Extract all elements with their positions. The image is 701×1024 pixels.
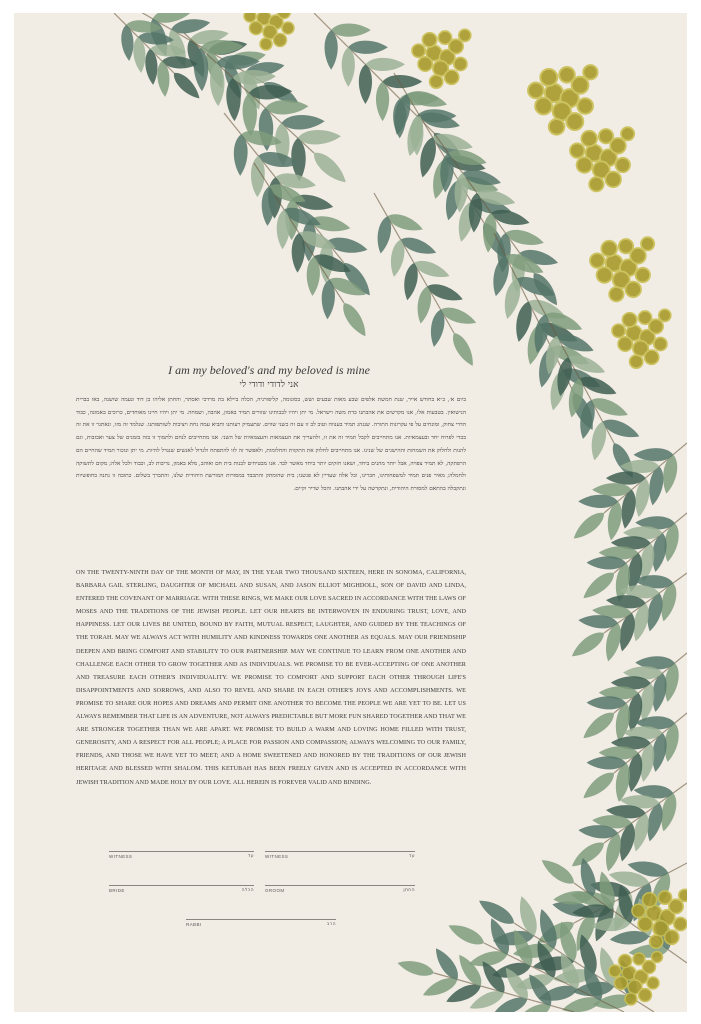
- signature-line: [265, 851, 415, 852]
- olive-leaf-branch-icon: [309, 148, 351, 188]
- title-hebrew: אני לדודי ודודי לי: [239, 380, 299, 390]
- signature-label-he: החתן: [403, 888, 415, 893]
- olive-leaf-branch-icon: [405, 88, 449, 111]
- olive-leaf-branch-icon: [365, 58, 405, 71]
- signature-label-en: BRIDE: [109, 888, 125, 893]
- olive-leaf-branch-icon: [325, 30, 338, 70]
- olive-leaf-branch-icon: [376, 82, 389, 122]
- berry-cluster-icon: [570, 127, 634, 191]
- signature-label-en: WITNESS: [265, 854, 289, 859]
- olive-leaf-branch-icon: [431, 945, 463, 983]
- olive-leaf-branch-icon: [579, 708, 618, 743]
- signature-line: [265, 885, 415, 886]
- olive-leaf-branch-icon: [338, 299, 371, 339]
- title-english: I am my beloved's and my beloved is mine: [168, 363, 370, 377]
- olive-leaf-branch-icon: [331, 24, 371, 37]
- olive-leaf-branch-icon: [569, 508, 608, 544]
- signature-line: [109, 885, 254, 886]
- olive-leaf-branch-icon: [538, 855, 578, 889]
- signature-label-en: GROOM: [265, 888, 285, 893]
- olive-leaf-branch-icon: [281, 114, 325, 130]
- olive-leaf-branch-icon: [297, 129, 341, 145]
- olive-leaf-branch-icon: [396, 957, 436, 979]
- signature-witness-right[interactable]: [265, 851, 415, 867]
- berry-cluster-icon: [244, 13, 298, 50]
- ketubah-page: [14, 13, 687, 1012]
- olive-leaf-branch-icon: [449, 330, 479, 369]
- signature-line: [186, 919, 336, 920]
- olive-leaf-branch-icon: [579, 768, 618, 803]
- signature-label-he: הרב: [326, 922, 336, 927]
- olive-leaf-branch-icon: [359, 64, 372, 104]
- berry-cluster-icon: [412, 29, 471, 88]
- olive-leaf-branch-icon: [568, 628, 608, 662]
- olive-leaf-branch-icon: [446, 920, 487, 949]
- english-text: ON THE TWENTY-NINTH DAY OF THE MONTH OF MAY, IN THE YEAR TWO THOUSAND SIXTEEN, HERE IN SONOMA, CALIFORNIA, BARBARA GAIL STERLING, DAUGHTER OF MICHAEL AND SUSAN, AND JASON ELLIOT MIGHDOLL, SON OF DAVID AND LINDA, ENTERED THE COVENANT OF MARRIAGE. WITH THESE RINGS, WE MAKE OUR LOVE SACRED IN ACCORDANCE WITH THE LAWS OF MOSES AND THE TRADITIONS OF THE JEWISH PEOPLE. LET OUR HEARTS BE INTERWOVEN IN ENDURING TRUST, LOVE, AND HAPPINESS. LET OUR LIVES BE UNITED, BOUND BY FAITH, MUTUAL RESPECT, LAUGHTER, AND GUIDED BY THE TEACHINGS OF THE TORAH. MAY WE ALWAYS ACT WITH HUMILITY AND KINDNESS TOWARDS ONE ANOTHER AS EQUALS. MAY OUR FRIENDSHIP DEEPEN AND BRING COMFORT AND STABILITY TO OUR PARTNERSHIP. MAY WE CONTINUE TO LEARN FROM ONE ANOTHER AND CHALLENGE EACH OTHER TO GROW TOGETHER AND AS INDIVIDUALS. WE PROMISE TO BE EVER-ACCEPTING OF ONE ANOTHER AND TREASURE EACH OTHER'S INDIVIDUALITY. WE PROMISE TO COMFORT AND SUPPORT EACH OTHER THROUGH LIFE'S DISAPPOINTMENTS AND SORROWS, AND ALSO TO REVEL AND SHARE IN EACH OTHER'S JOYS AND ACCOMPLISHMENTS. WE PROMISE TO SHARE OUR HOPES AND DREAMS AND PERMIT ONE ANOTHER TO BECOME THE PEOPLE WE ARE YET TO BE. LET US ALWAYS REMEMBER THAT LIFE IS AN ADVENTURE, NOT ALWAYS PREDICTABLE BUT MORE FUN SHARED TOGETHER AND THAT WE ARE STRONGER TOGETHER THAN WE ARE APART. WE PROMISE TO BUILD A WARM AND LOVING HOME FILLED WITH TRUST, GENEROSITY, AND A RESPECT FOR ALL PEOPLE; A PLACE FOR PASSION AND COMPASSION; ALWAYS WELCOMING TO OUR FAMILY, FRIENDS, AND THOSE WE HAVE YET TO MEET; AND A HOME SWEETENED AND HONORED BY THE TRADITIONS OF OUR JEWISH HERITAGE AND BLESSED WITH SHALOM. THIS KETUBAH HAS BEEN FREELY GIVEN AND IS ACCEPTED IN ACCORDANCE WITH JEWISH TRADITION AND MADE HOLY BY OUR LOVE. ALL HEREIN IS FOREVER VALID AND BINDING.: [76, 569, 466, 786]
- berry-cluster-icon: [528, 65, 598, 135]
- berry-cluster-icon: [590, 237, 654, 301]
- signature-label-he: עד: [247, 854, 254, 859]
- signature-label-he: הכלה: [241, 888, 254, 893]
- olive-leaf-branch-icon: [265, 99, 309, 115]
- berry-cluster-icon: [612, 309, 671, 368]
- signature-groom[interactable]: [265, 885, 415, 901]
- signature-line: [109, 851, 254, 852]
- olive-leaf-branch-icon: [342, 47, 355, 87]
- signature-bride[interactable]: [109, 885, 254, 901]
- signature-rabbi[interactable]: [186, 919, 336, 935]
- hebrew-text: ביום א׳, כ״א בחודש אייר, שנת חמשת אלפים שבע מאות שבעים ושש, בסונומה, קליפורניה, הכלה ביילא בת מרדכי ואסתר, והחתן אליהו בן דוד ונעמה שושנה, באו בברית הנישואין. בטבעות אלו, אנו מקדשים את אהבתנו כדת משה וישראל. מי יתן ויהיו לבבותינו שזורים תמיד באמון, אהבה, ושמחה. מי יתן ויהיו חיינו מאוחדים, כרוכים באמונה, כבוד הדדי צחוק, ומונחים על פי עקרונות התורה. שנגהג תמיד בענווה וטוב לב זו עם זה כשני שווים. שתעמיק רעותנו ותביא עמה נחת ויציבות לשותפותנו. שנלמד זה מזו, ונאתגר זו את זה בכדי לפרוח יחד ובעצמאיות. אנו מתחייבים לקבל תמיד זה את זו, ולהעריך את העצמאות והעצמאיות של השני. אנו מתחייבים לנחם ולתמוך זו בזה בזמנים של צער ואכזבות, וגם להנות ולחלוק את השמחות וההישגים של שנינו. אנו מתחייבים לחלוק את התקוות והחלומות, ולאפשר זה לזו להתפתח ולגדול לאנשים שנגדל להיות. מי יתן ונזכור תמיד שהחיים הם הרפתקה, לא תמיד צפויה, אבל יותר מהנים ביחד, ושאנו חזקים יותר ביחד מאשר לבד. אנו מבטיחים לבנות בית חם ואוהב, מלא באמון, נדיבות לב, וכבוד ולכל אלה; מקום לתשוקה ולחמלה; מאיר פנים תמיד למשפחותינו, חברינו, וכל אלה שעדיין לא פגשנו; בית שהומתק והתכבד במסורות המורשת היהודית שלנו, והתברך בשלום. כתובה זו נתנה בחופשיות ונתקבלה בהתאם למסורת היהודית, ונתקדשה על ידי אהבתנו. והכל שריר וקיים.: [76, 397, 466, 492]
- olive-leaf-branch-icon: [348, 41, 388, 54]
- signature-label-en: RABBI: [186, 922, 202, 927]
- signature-witness-left[interactable]: [109, 851, 254, 867]
- signature-label-he: עד: [408, 854, 415, 859]
- signature-label-en: WITNESS: [109, 854, 133, 859]
